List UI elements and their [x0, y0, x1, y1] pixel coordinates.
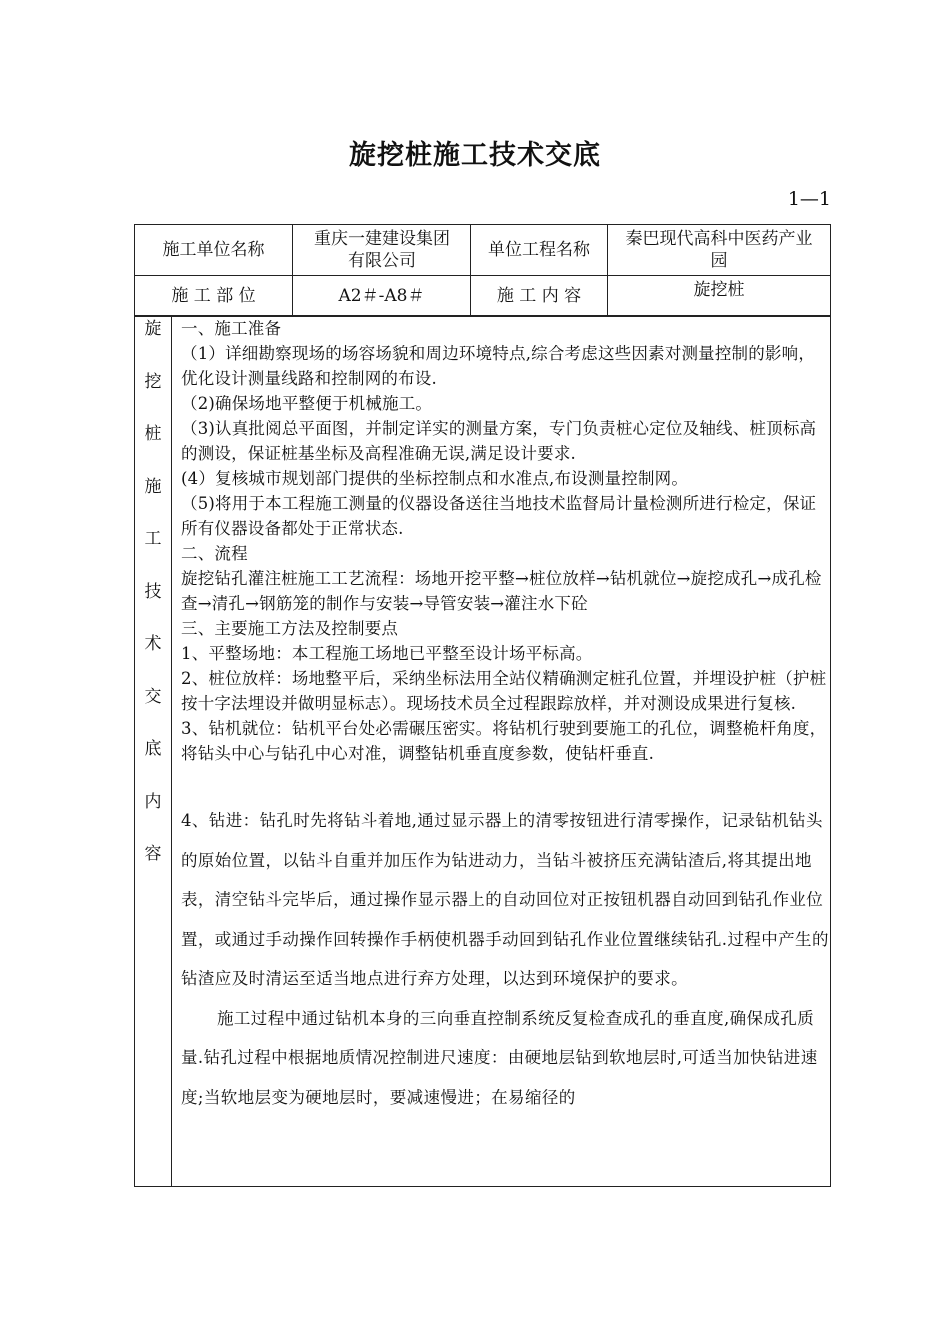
side-label-char: 旋: [144, 319, 162, 339]
paragraph: 3、钻机就位：钻机平台处必需碾压密实。将钻机行驶到要施工的孔位，调整桅杆角度，将钻头中心与钻孔中心对准，调整钻机垂直度参数，使钻杆垂直.: [181, 719, 827, 763]
side-label-char: 交: [144, 686, 162, 707]
paragraph: 旋挖钻孔灌注桩施工工艺流程：场地开挖平整→桩位放样→钻机就位→旋挖成孔→成孔检查→清孔→钢筋笼的制作与安装→导管安装→灌注水下砼: [181, 569, 822, 613]
paragraph: (4）复核城市规划部门提供的坐标控制点和水准点,布设测量控制网。: [181, 469, 689, 488]
side-label-char: 内: [144, 791, 162, 812]
paragraph: （2)确保场地平整便于机械施工。: [181, 394, 433, 413]
paragraph: （3)认真批阅总平面图，并制定详实的测量方案，专门负责桩心定位及轴线、桩顶标高的测设，保证桩基坐标及高程准确无误,满足设计要求.: [181, 419, 817, 463]
section-heading: 一、施工准备: [181, 319, 282, 338]
side-label-char: 术: [144, 634, 162, 654]
section-heading: 二、流程: [181, 544, 248, 563]
side-label-char: 工: [144, 529, 162, 549]
construction-part-label: 施 工 部 位: [171, 285, 256, 306]
side-label-char: 容: [144, 844, 162, 864]
construction-part-value: A2＃-A8＃: [338, 285, 425, 306]
paragraph: （1）详细勘察现场的场容场貌和周边环境特点,综合考虑这些因素对测量控制的影响，优化设计测量线路和控制网的布设.: [181, 344, 816, 388]
project-name-label: 单位工程名称: [488, 240, 590, 260]
paragraph: 2、桩位放样：场地整平后，采纳坐标法用全站仪精确测定桩孔位置，并埋设护桩（护桩按十字法埋设并做明显标志）。现场技术员全过程跟踪放样，并对测设成果进行复核.: [181, 669, 827, 713]
side-label-char: 桩: [144, 424, 162, 444]
unit-name-value: 重庆一建建设集团有限公司: [314, 229, 450, 271]
content-body: [181, 316, 829, 766]
content-body-continued: [181, 801, 829, 1117]
table-divider: [171, 315, 172, 1187]
document-title: 旋挖桩施工技术交底: [349, 140, 601, 171]
construction-content-label: 施 工 内 容: [496, 285, 582, 306]
section-heading: 三、主要施工方法及控制要点: [181, 619, 399, 638]
side-label-vertical: [136, 316, 170, 894]
project-name-value: 秦巴现代高科中医药产业园: [625, 229, 813, 271]
unit-name-label: 施工单位名称: [162, 240, 265, 260]
side-label-char: 施: [144, 476, 162, 497]
paragraph: 4、钻进：钻孔时先将钻斗着地,通过显示器上的清零按钮进行清零操作，记录钻机钻头的原始位置，以钻斗自重并加压作为钻进动力，当钻斗被挤压充满钻渣后,将其提出地表，清空钻斗完毕后，通过操作显示器上的自动回位对正按钮机器自动回到钻孔作业位置，或通过手动操作回转操作手柄使机器手动回到钻孔作业位置继续钻孔.过程中产生的钻渣应及时清运至适当地点进行弃方处理，以达到环境保护的要求。: [181, 811, 829, 988]
side-label-char: 技: [144, 581, 162, 602]
page-number: 1—1: [787, 188, 831, 210]
side-label-char: 底: [144, 739, 162, 759]
paragraph: （5)将用于本工程施工测量的仪器设备送往当地技术监督局计量检测所进行检定，保证所有仪器设备都处于正常状态.: [181, 494, 817, 538]
paragraph: 1、平整场地：本工程施工场地已平整至设计场平标高。: [181, 644, 593, 663]
construction-content-value: 旋挖桩: [693, 280, 745, 300]
side-label-char: 挖: [144, 371, 162, 392]
paragraph: 施工过程中通过钻机本身的三向垂直控制系统反复检查成孔的垂直度,确保成孔质量.钻孔过程中根据地质情况控制进尺速度：由硬地层钻到软地层时,可适当加快钻进速度;当软地层变为硬地层时，要减速慢进；在易缩径的: [181, 1008, 818, 1107]
